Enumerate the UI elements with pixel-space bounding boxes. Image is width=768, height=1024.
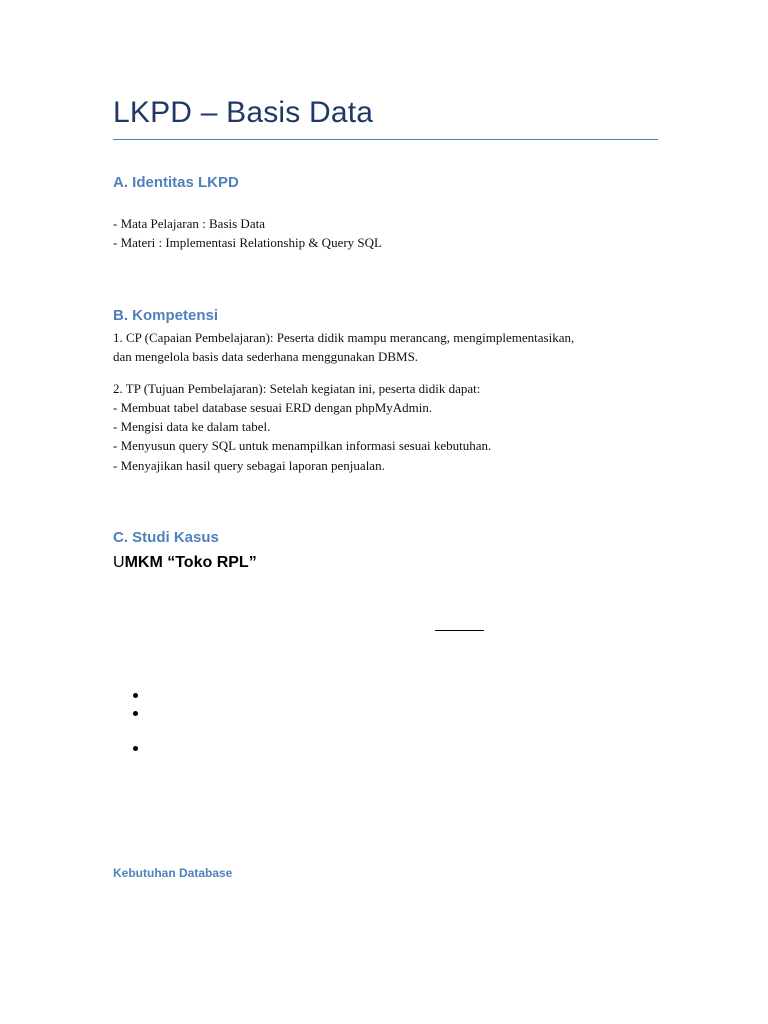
identity-line-subject: - Mata Pelajaran : Basis Data	[113, 216, 265, 231]
case-study-title	[113, 554, 257, 572]
section-a-heading: A. Identitas LKPD	[113, 174, 239, 191]
bullet-point	[133, 693, 138, 698]
tp-line-1: 2. TP (Tujuan Pembelajaran): Setelah kegiatan ini, peserta didik dapat:	[113, 381, 481, 396]
case-title-prefix: U	[113, 554, 125, 571]
document-title: LKPD – Basis Data	[113, 96, 374, 129]
case-title-bold: MKM “Toko RPL”	[124, 554, 257, 571]
identity-line-material: - Materi : Implementasi Relationship & Query SQL	[113, 235, 382, 250]
cp-line-1: 1. CP (Capaian Pembelajaran): Peserta didik mampu merancang, mengimplementasikan,	[113, 330, 575, 345]
bullet-point	[133, 711, 138, 716]
bullet-point	[133, 746, 138, 751]
database-needs-heading: Kebutuhan Database	[113, 866, 233, 880]
tp-line-5: - Menyajikan hasil query sebagai laporan penjualan.	[113, 458, 385, 473]
title-divider	[113, 139, 658, 140]
tp-line-2: - Membuat tabel database sesuai ERD dengan phpMyAdmin.	[113, 400, 433, 415]
tp-line-3: - Mengisi data ke dalam tabel.	[113, 419, 271, 434]
section-b-heading: B. Kompetensi	[113, 307, 219, 324]
section-c-heading: C. Studi Kasus	[113, 529, 219, 546]
blank-underline	[435, 630, 484, 631]
tp-line-4: - Menyusun query SQL untuk menampilkan informasi sesuai kebutuhan.	[113, 438, 492, 453]
cp-line-2: dan mengelola basis data sederhana menggunakan DBMS.	[113, 349, 419, 364]
